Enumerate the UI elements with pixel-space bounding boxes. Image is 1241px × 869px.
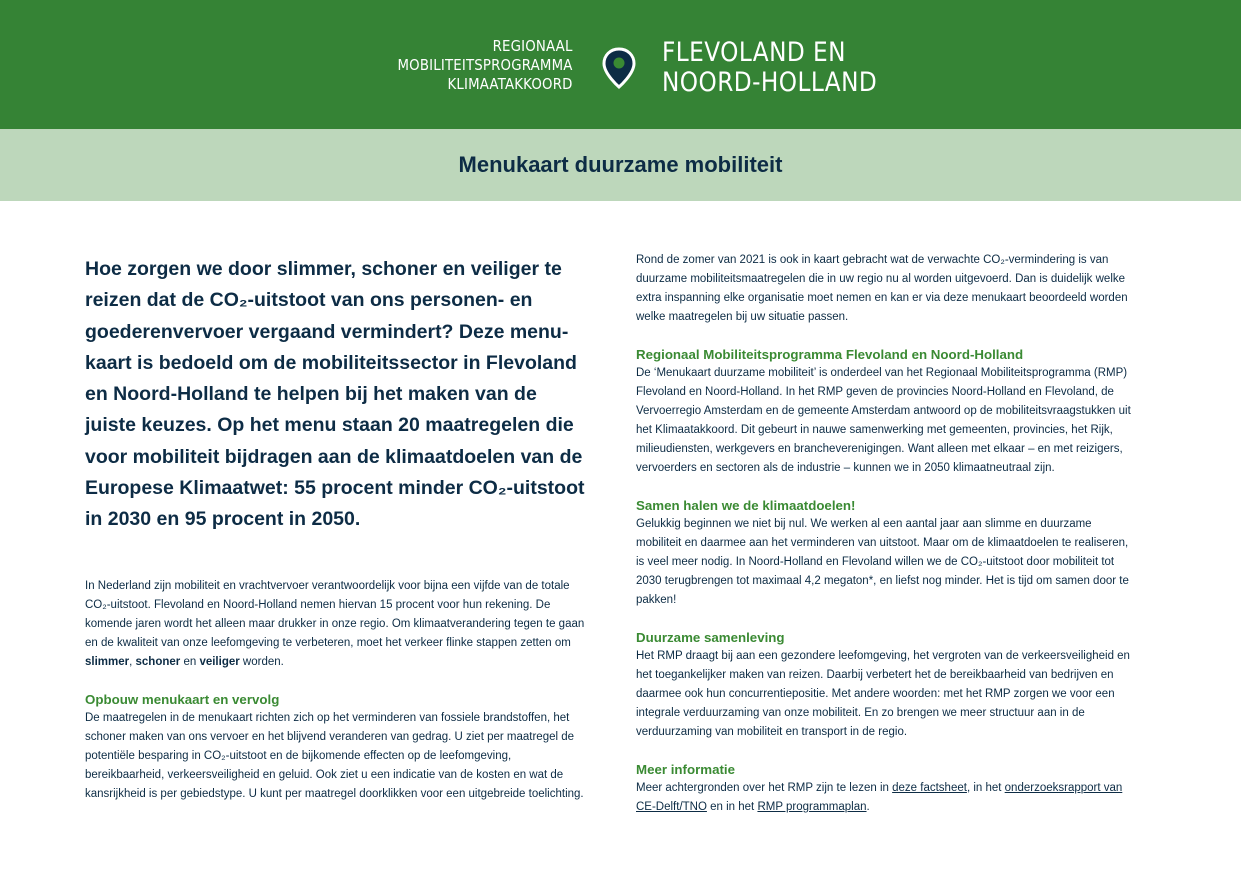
logo-line-1: REGIONAAL xyxy=(493,37,573,55)
intro-end: worden. xyxy=(239,655,284,668)
keyword-veiliger: veiliger xyxy=(199,655,240,668)
page-title: Menukaart duurzame mobiliteit xyxy=(458,152,783,177)
programmaplan-link[interactable]: RMP programmaplan xyxy=(757,801,867,813)
region-line-1: FLEVOLAND EN xyxy=(662,37,846,68)
keyword-schoner: schoner xyxy=(135,655,181,668)
keyword-slimmer: slimmer xyxy=(85,655,130,668)
factsheet-link[interactable]: deze factsheet xyxy=(892,782,967,794)
onderzoeksrapport-link[interactable]: onderzoeksrapport van CE-Delft/TNO xyxy=(636,782,1123,813)
zomer-paragraph: Rond de zomer van 2021 is ook in kaart gebracht wat de verwachte CO₂-vermindering is van duurzame mobiliteitsmaatregelen die in uw regio nu al worden uitgevoerd. Dan is duidelijk welke extra inspanning elke organisatie moet nemen en kan er via deze menukaart beoordeeld worden welke maatregelen bij uw situatie passen. xyxy=(636,254,1128,323)
meer-text: . xyxy=(866,801,870,813)
left-column xyxy=(85,254,585,804)
header-banner xyxy=(0,0,1241,129)
opbouw-paragraph: De maatregelen in de menukaart richten zich op het verminderen van fossiele brandstoffen, het schoner maken van ons vervoer en het blijvend veranderen van gedrag. U ziet per maatregel de potentiële besparing in CO₂-uitstoot en de bijkomende effecten op de leefomgeving, bereikbaarheid, verkeersveiligheid en geluid. Ook ziet u een indicatie van de kosten en wat de kansrijkheid is per gebiedstype. U kunt per maatregel doorklikken voor een uitgebreide toelichting. xyxy=(85,711,584,800)
meer-heading: Meer informatie xyxy=(636,762,736,777)
duurzaam-heading: Duurzame samenleving xyxy=(636,630,785,645)
logo-line-3: KLIMAATAKKOORD xyxy=(447,75,573,93)
intro-text: In Nederland zijn mobiliteit en vrachtvervoer verantwoordelijk voor bijna een vijfde van de totale CO₂-uitstoot. Flevoland en Noord-Holland nemen hiervan 15 procent voor hun rekening. De komende jaren wordt het alleen maar drukker in onze regio. Om klimaatverandering tegen te gaan en de kwaliteit van onze leefomgeving te verbeteren, moet het verkeer flinke stappen zetten om xyxy=(85,579,585,649)
rmp-heading: Regionaal Mobiliteitsprogramma Flevoland en Noord-Holland xyxy=(636,347,1024,362)
title-bar xyxy=(0,129,1241,201)
rmp-paragraph: De ‘Menukaart duurzame mobiliteit’ is onderdeel van het Regionaal Mobiliteitsprogramma (RMP) Flevoland en Noord-Holland. In het RMP geven de provincies Noord-Holland en Flevoland, de Vervoerregio Amsterdam en de gemeente Amsterdam antwoord op de mobiliteitsvraagstukken uit het Klimaatakkoord. Dit gebeurt in nauwe samenwerking met gemeenten, provincies, het Rijk, milieudiensten, werkgevers en brancheverenigingen. Want alleen met elkaar – en met reizigers, vervoerders en sectoren als de industrie – kunnen we in 2050 klimaatneutraal zijn. xyxy=(636,367,1131,474)
opbouw-heading: Opbouw menukaart en vervolg xyxy=(85,691,280,707)
region-logo-text xyxy=(662,38,877,98)
samen-heading: Samen halen we de klimaatdoelen! xyxy=(636,498,856,513)
program-logo-text xyxy=(398,37,573,94)
lead-paragraph: Hoe zorgen we door slimmer, schoner en veiliger te reizen dat de CO₂-uitstoot van ons personen- en goederenvervoer vergaand vermindert? Deze menu-kaart is bedoeld om de mobiliteitssector in Flevoland en Noord-Holland te helpen bij het maken van de juiste keuzes. Op het menu staan 20 maatregelen die voor mobiliteit bijdragen aan de klimaatdoelen van de Europese Klimaatwet: 55 procent minder CO₂-uitstoot in 2030 en 95 procent in 2050. xyxy=(85,258,585,531)
right-column xyxy=(636,251,1136,817)
meer-text: en in het xyxy=(706,801,758,813)
samen-paragraph: Gelukkig beginnen we niet bij nul. We werken al een aantal jaar aan slimme en duurzame mobiliteit en daarmee aan het verminderen van uitstoot. Maar om de klimaatdoelen te realiseren, is veel meer nodig. In Noord-Holland en Flevoland willen we de CO₂-uitstoot door mobiliteit tot 2030 terugbrengen tot maximaal 4,2 megaton*, en liefst nog minder. Het is tijd om samen door te pakken! xyxy=(636,518,1129,606)
duurzaam-paragraph: Het RMP draagt bij aan een gezondere leefomgeving, het vergroten van de verkeersveiligheid en het toegankelijker maken van reizen. Daarbij verbetert het de bereikbaarheid van bedrijven en daarmee ook hun concurrentiepositie. Met andere woorden: met het RMP zorgen we voor een integrale verduurzaming van onze mobiliteit. En zo brengen we meer structuur aan in de verduurzaming van mobiliteit en transport in de regio. xyxy=(636,650,1130,738)
separator: en xyxy=(180,655,200,668)
logo-line-2: MOBILITEITSPROGRAMMA xyxy=(397,56,573,74)
region-line-2: NOORD-HOLLAND xyxy=(662,67,878,98)
separator: , xyxy=(129,655,136,668)
meer-text: , in het xyxy=(966,782,1005,794)
meer-paragraph xyxy=(636,779,1136,817)
meer-text: Meer achtergronden over het RMP zijn te lezen in xyxy=(636,782,893,794)
map-pin-icon xyxy=(602,47,636,89)
intro-paragraph xyxy=(85,577,585,672)
